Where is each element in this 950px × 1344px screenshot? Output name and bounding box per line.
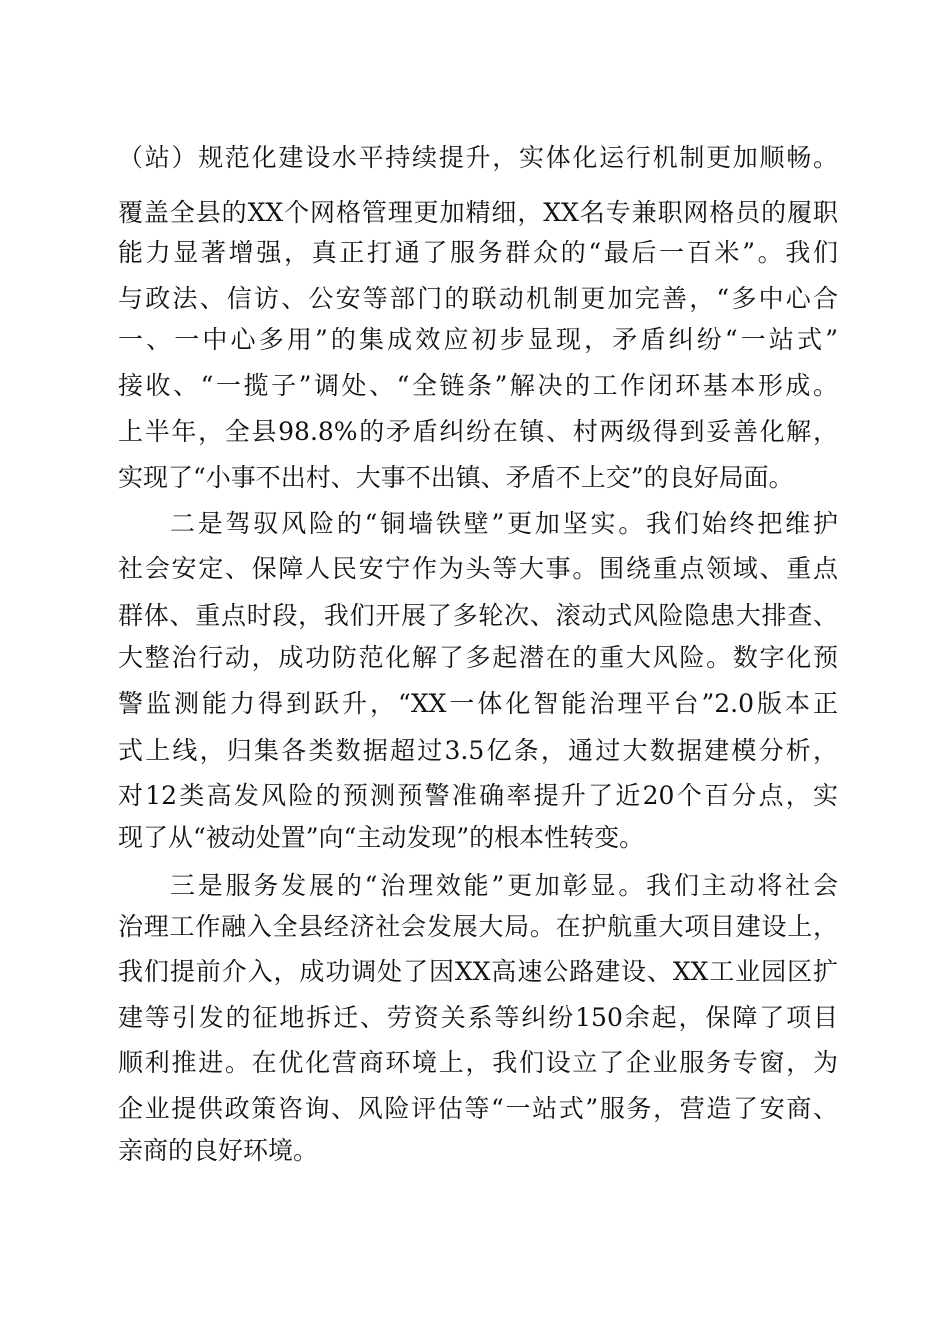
text-line: 群体、重点时段，我们开展了多轮次、滚动式风险隐患大排查、 xyxy=(118,601,838,630)
text-line: 亲商的良好环境。 xyxy=(118,1136,319,1165)
text-line: 三是服务发展的“治理效能”更加彰显。我们主动将社会 xyxy=(170,871,838,900)
text-line: 上半年，全县98.8%的矛盾纠纷在镇、村两级得到妥善化解， xyxy=(118,417,838,446)
text-line: 社会安定、保障人民安宁作为头等大事。围绕重点领域、重点 xyxy=(118,554,838,583)
text-line: 能力显著增强，真正打通了服务群众的“最后一百米”。我们 xyxy=(118,238,838,267)
text-line: 二是驾驭风险的“铜墙铁壁”更加坚实。我们始终把维护 xyxy=(170,509,838,538)
text-line: 实现了“小事不出村、大事不出镇、矛盾不上交”的良好局面。 xyxy=(118,463,794,492)
text-line: 对12类高发风险的预测预警准确率提升了近20个百分点，实 xyxy=(118,781,838,810)
text-line: 顺利推进。在优化营商环境上，我们设立了企业服务专窗，为 xyxy=(118,1048,838,1077)
text-line: 式上线，归集各类数据超过3.5亿条，通过大数据建模分析， xyxy=(118,736,838,765)
text-line: 一、一中心多用”的集成效应初步显现，矛盾纠纷“一站式” xyxy=(118,325,838,354)
text-line: （站）规范化建设水平持续提升，实体化运行机制更加顺畅。 xyxy=(118,143,838,172)
text-line: 我们提前介入，成功调处了因XX高速公路建设、XX工业园区扩 xyxy=(118,957,838,986)
text-line: 治理工作融入全县经济社会发展大局。在护航重大项目建设上， xyxy=(118,912,838,941)
text-line: 接收、“一揽子”调处、“全链条”解决的工作闭环基本形成。 xyxy=(118,371,838,400)
text-line: 警监测能力得到跃升，“XX一体化智能治理平台”2.0版本正 xyxy=(118,689,838,718)
text-line: 建等引发的征地拆迁、劳资关系等纠纷150余起，保障了项目 xyxy=(118,1003,838,1032)
text-line: 企业提供政策咨询、风险评估等“一站式”服务，营造了安商、 xyxy=(118,1094,838,1123)
text-line: 现了从“被动处置”向“主动发现”的根本性转变。 xyxy=(118,823,645,852)
text-line: 大整治行动，成功防范化解了多起潜在的重大风险。数字化预 xyxy=(118,643,838,672)
text-line: 覆盖全县的XX个网格管理更加精细，XX名专兼职网格员的履职 xyxy=(118,198,838,227)
text-line: 与政法、信访、公安等部门的联动机制更加完善，“多中心合 xyxy=(118,284,838,313)
